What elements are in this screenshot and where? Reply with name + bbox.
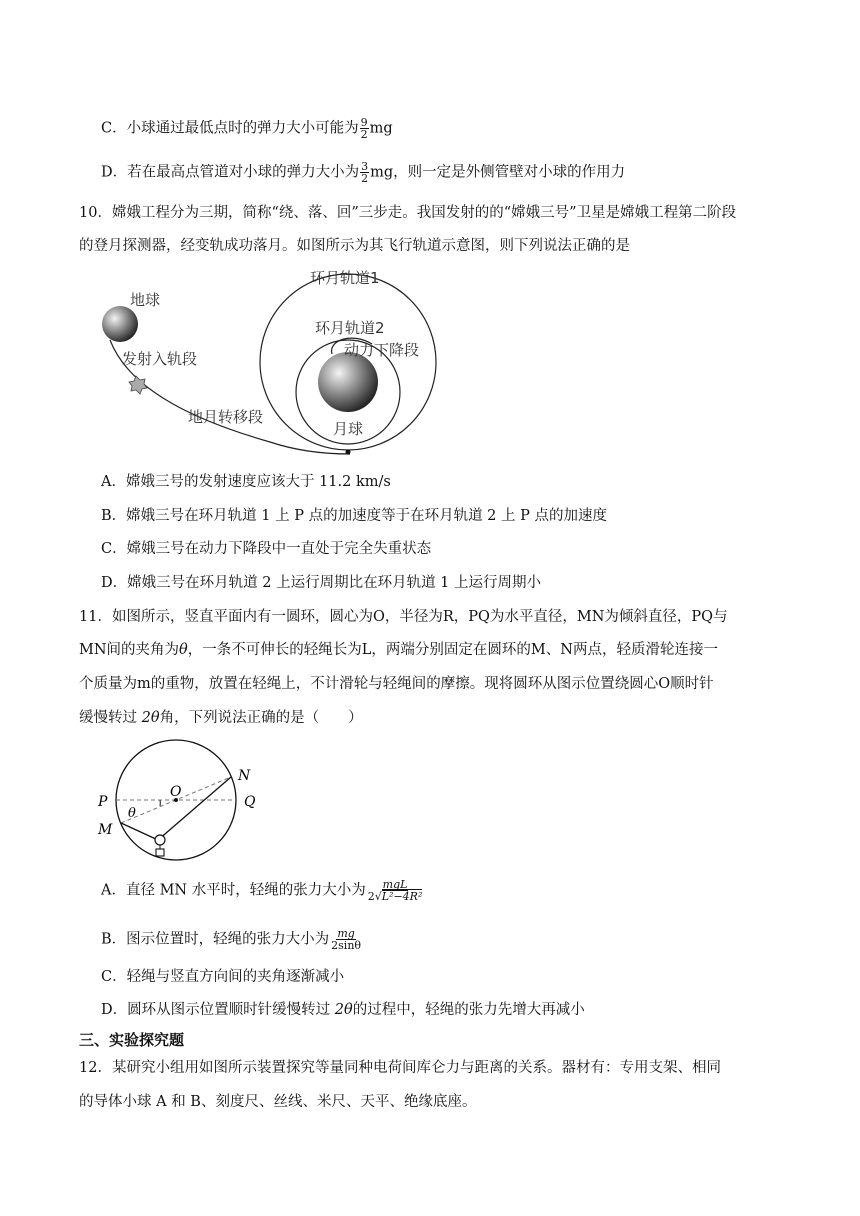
q9-option-d: D．若在最高点管道对小球的弹力大小为 $\frac{3}{2}$ mg，则一定是外侧管壁对小球的作用力: [101, 160, 626, 185]
label-orbit-1: 环月轨道1: [310, 269, 380, 287]
label-descent: 动力下降段: [344, 341, 420, 359]
q11-ring-figure: [94, 736, 264, 866]
q10-stem-line1: 10．嫦娥工程分为三期，简称“绕、落、回”三步走。我国发射的的“嫦娥三号”卫星是嫦娥工程第二阶段: [79, 205, 737, 221]
label-o: O: [170, 784, 182, 800]
label-transfer: 地月转移段: [188, 408, 264, 426]
q11-stem-line2: MN间的夹角为θ，一条不可伸长的轻绳长为L，两端分别固定在圆环的M、N两点，轻质滑轮连接一: [79, 642, 718, 658]
q11-stem-line1: 11．如图所示，竖直平面内有一圆环，圆心为O，半径为R，PQ为水平直径，MN为倾斜直径，PQ与: [79, 609, 728, 625]
q10-orbit-figure: [90, 262, 450, 462]
moon-sphere: [318, 352, 378, 412]
label-moon: 月球: [333, 420, 364, 438]
q9-option-c-fraction: $\frac{9}{2}$: [360, 116, 368, 141]
q11-option-c: C．轻绳与竖直方向间的夹角逐渐减小: [101, 969, 345, 985]
label-orbit-2: 环月轨道2: [315, 319, 385, 337]
label-q: Q: [244, 794, 256, 810]
rope-right: [158, 777, 231, 840]
pulley: [155, 835, 165, 845]
label-theta: θ: [128, 806, 136, 821]
rope-left: [121, 823, 158, 840]
q11-option-b-fraction: $\frac{mg}{2\sin\theta}$: [331, 927, 362, 952]
q11-stem-line4: 缓慢转过 2θ角，下列说法正确的是（ ）: [79, 710, 363, 726]
point-p-dot: [346, 450, 351, 455]
q10-option-a: A．嫦娥三号的发射速度应该大于 11.2 km/s: [101, 474, 391, 490]
q9-option-c: C．小球通过最低点时的弹力大小可能为 $\frac{9}{2}$ mg: [101, 116, 393, 141]
q9-option-d-fraction: $\frac{3}{2}$: [361, 160, 369, 185]
q9-option-d-text: D．若在最高点管道对小球的弹力大小为: [101, 164, 360, 181]
label-n: N: [238, 768, 251, 784]
q11-option-b: B．图示位置时，轻绳的张力大小为 $\frac{mg}{2\sin\theta}$: [101, 927, 362, 952]
weight-block: [156, 849, 164, 856]
label-m: M: [98, 822, 113, 838]
q11-option-d: D．圆环从图示位置顺时针缓慢转过 2θ的过程中，轻绳的张力先增大再减小: [101, 1002, 585, 1018]
q10-option-c: C．嫦娥三号在动力下降段中一直处于完全失重状态: [101, 541, 432, 557]
q11-option-a-fraction: $\frac{\text{mgL}}{\text{2√L²−4R²}}$: [367, 878, 423, 903]
q11-stem-line3: 个质量为m的重物，放置在轻绳上，不计滑轮与轻绳间的摩擦。现将圆环从图示位置绕圆心O顺时针: [79, 676, 714, 692]
q12-stem-line2: 的导体小球 A 和 B、刻度尺、丝线、米尺、天平、绝缘底座。: [79, 1094, 477, 1110]
q10-option-b: B．嫦娥三号在环月轨道 1 上 P 点的加速度等于在环月轨道 2 上 P 点的加速度: [101, 508, 607, 524]
q9-option-c-text: C．小球通过最低点时的弹力大小可能为: [101, 120, 359, 137]
label-launch: 发射入轨段: [122, 350, 198, 368]
q10-stem-line2: 的登月探测器，经变轨成功落月。如图所示为其飞行轨道示意图，则下列说法正确的是: [79, 238, 630, 254]
q12-stem-line1: 12．某研究小组用如图所示装置探究等量同种电荷间库仑力与距离的关系。器材有：专用支架、相同: [79, 1060, 721, 1076]
section-title: 三、实验探究题: [79, 1031, 185, 1049]
q10-option-d: D．嫦娥三号在环月轨道 2 上运行周期比在环月轨道 1 上运行周期小: [101, 575, 542, 591]
label-p: P: [98, 794, 108, 810]
q11-option-a: A．直径 MN 水平时，轻绳的张力大小为 $\frac{\text{mgL}}{\text{2√L²−4R²}}$: [101, 878, 423, 903]
satellite-icon: [129, 376, 147, 394]
earth-sphere: [102, 306, 138, 342]
label-earth: 地球: [130, 291, 161, 309]
